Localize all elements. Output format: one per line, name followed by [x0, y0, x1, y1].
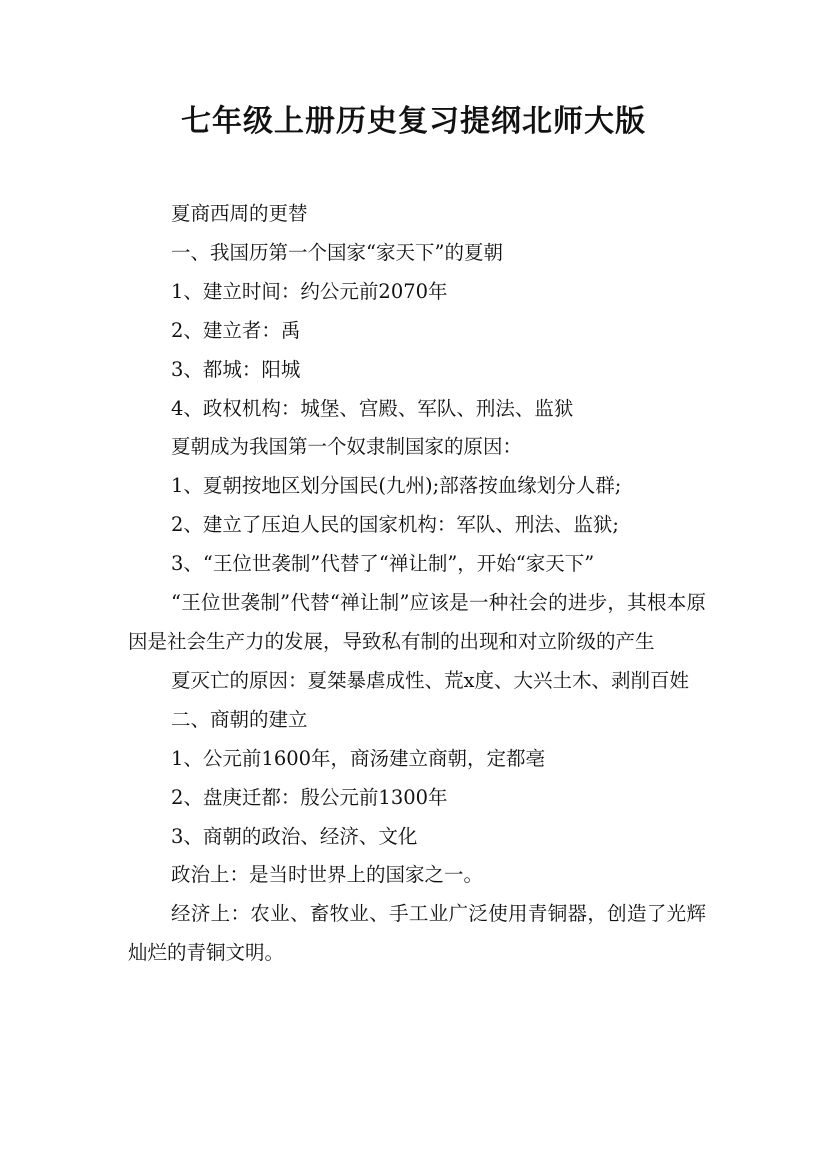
reason-item-3: 3、“王位世袭制”代替了“禅让制”，开始“家天下” [171, 552, 595, 576]
list-item-founder: 2、建立者：禹 [171, 318, 301, 342]
subheading-shang-dynasty: 二、商朝的建立 [171, 707, 308, 731]
paragraph-xia-fall: 夏灭亡的原因：夏桀暴虐成性、荒x度、大兴土木、剥削百姓 [171, 668, 689, 692]
list-item-pangeng-move: 2、盘庚迁都：殷公元前1300年 [171, 785, 448, 809]
list-item-institutions: 4、政权机构：城堡、宫殿、军队、刑法、监狱 [171, 396, 574, 420]
list-item-shang-aspects: 3、商朝的政治、经济、文化 [171, 824, 418, 848]
document-body [128, 195, 706, 973]
list-item-politics: 政治上：是当时世界上的国家之一。 [171, 863, 484, 887]
list-item-shang-founding: 1、公元前1600年，商汤建立商朝，定都亳 [171, 746, 546, 770]
reason-item-1: 1、夏朝按地区划分国民(九州);部落按血缘划分人群; [171, 474, 622, 498]
list-item-capital: 3、都城：阳城 [171, 357, 301, 381]
subheading-xia-dynasty: 一、我国历第一个国家“家天下”的夏朝 [171, 240, 503, 264]
paragraph-economy: 经济上：农业、畜牧业、手工业广泛使用青铜器，创造了光辉灿烂的青铜文明。 [128, 902, 706, 965]
document-title: 七年级上册历史复习提纲北师大版 [181, 104, 646, 139]
reason-item-2: 2、建立了压迫人民的国家机构：军队、刑法、监狱; [171, 513, 619, 537]
paragraph-social-progress: “王位世袭制”代替“禅让制”应该是一种社会的进步，其根本原因是社会生产力的发展，导致私有制的出现和对立阶级的产生 [128, 591, 706, 653]
reasons-heading: 夏朝成为我国第一个奴隶制国家的原因： [171, 435, 523, 459]
list-item-founding-time: 1、建立时间：约公元前2070年 [171, 279, 448, 303]
section-heading-xia-shang-zhou: 夏商西周的更替 [171, 202, 308, 225]
